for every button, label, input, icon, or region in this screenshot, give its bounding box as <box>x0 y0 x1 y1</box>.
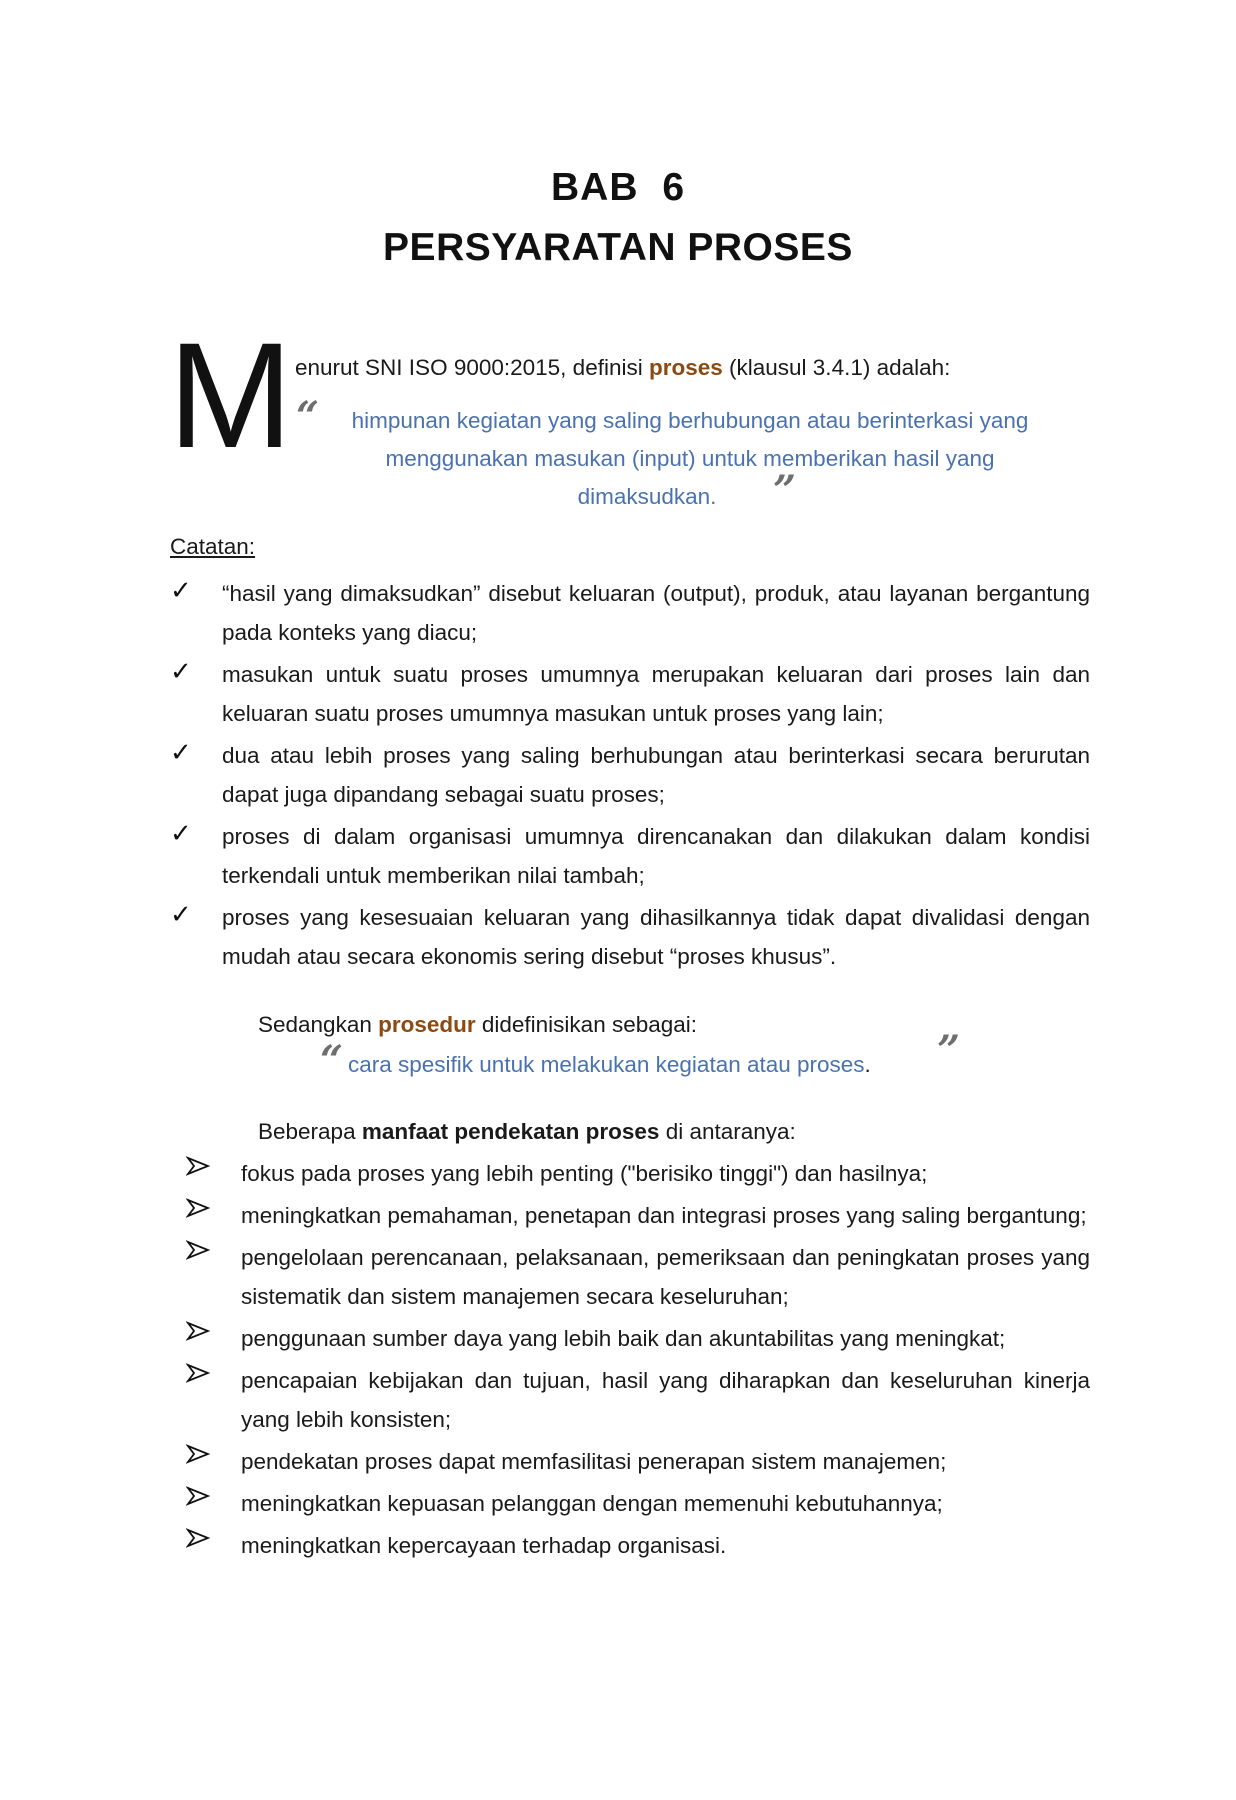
term-prosedur: prosedur <box>378 1012 476 1037</box>
definition-quote-line-3: dimaksudkan. <box>577 484 717 509</box>
list-item <box>186 1442 1090 1481</box>
manfaat-paragraph <box>258 1112 796 1151</box>
intro-paragraph <box>295 348 950 387</box>
benefit-text: meningkatkan pemahaman, penetapan dan integrasi proses yang saling bergantung; <box>241 1203 1087 1228</box>
list-item <box>186 1526 1090 1565</box>
list-item <box>186 1361 1090 1439</box>
prosedur-quote-period: . <box>864 1052 871 1077</box>
list-item <box>170 574 1090 652</box>
close-quote-icon: ” <box>773 467 797 514</box>
benefits-list <box>186 1154 1090 1568</box>
arrowhead-bullet-icon <box>186 1196 210 1220</box>
chapter-number: BAB 6 <box>550 166 686 209</box>
prosedur-text-post: didefinisikan sebagai: <box>475 1012 698 1037</box>
arrowhead-bullet-icon <box>186 1319 210 1343</box>
benefit-text: meningkatkan kepercayaan terhadap organisasi. <box>241 1533 727 1558</box>
list-item <box>186 1154 1090 1193</box>
list-item <box>170 898 1090 976</box>
list-item <box>186 1319 1090 1358</box>
arrowhead-bullet-icon <box>186 1154 210 1178</box>
manfaat-text-pre: Beberapa <box>258 1119 362 1144</box>
list-item <box>170 736 1090 814</box>
intro-text-pre: enurut SNI ISO 9000:2015, definisi <box>295 355 649 380</box>
benefit-text: fokus pada proses yang lebih penting ("berisiko tinggi") dan hasilnya; <box>241 1161 928 1186</box>
chapter-title: PERSYARATAN PROSES <box>383 226 853 269</box>
list-item <box>170 655 1090 733</box>
term-proses: proses <box>648 355 723 380</box>
drop-cap: M <box>168 311 293 479</box>
list-item <box>186 1196 1090 1235</box>
list-item <box>186 1484 1090 1523</box>
benefit-text: pencapaian kebijakan dan tujuan, hasil yang diharapkan dan keseluruhan kinerja yang lebih konsisten; <box>241 1368 1090 1432</box>
check-mark-icon: ✓ <box>170 657 192 687</box>
definition-quote-line-2: menggunakan masukan (input) untuk memberikan hasil yang <box>385 446 995 471</box>
check-mark-icon: ✓ <box>170 738 192 768</box>
prosedur-text-pre: Sedangkan <box>258 1012 379 1037</box>
benefit-text: pengelolaan perencanaan, pelaksanaan, pemeriksaan dan peningkatan proses yang sistematik dan sistem manajemen secara keseluruhan; <box>241 1245 1090 1309</box>
note-text: proses yang kesesuaian keluaran yang dihasilkannya tidak dapat divalidasi dengan mudah atau secara ekonomis sering disebut “proses khusus”. <box>222 905 1090 969</box>
benefit-text: pendekatan proses dapat memfasilitasi penerapan sistem manajemen; <box>241 1449 947 1474</box>
check-mark-icon: ✓ <box>170 819 192 849</box>
close-quote-icon: ” <box>937 1027 961 1074</box>
note-text: masukan untuk suatu proses umumnya merupakan keluaran dari proses lain dan keluaran suatu proses umumnya masukan untuk proses yang lain; <box>222 662 1090 726</box>
definition-quote-line-1: himpunan kegiatan yang saling berhubungan atau berinterkasi yang <box>351 408 1029 433</box>
arrowhead-bullet-icon <box>186 1526 210 1550</box>
open-quote-icon: “ <box>320 1037 344 1084</box>
benefit-text: penggunaan sumber daya yang lebih baik dan akuntabilitas yang meningkat; <box>241 1326 1006 1351</box>
check-mark-icon: ✓ <box>170 900 192 930</box>
note-text: “hasil yang dimaksudkan” disebut keluaran (output), produk, atau layanan bergantung pada konteks yang diacu; <box>222 581 1090 645</box>
prosedur-quote-text: cara spesifik untuk melakukan kegiatan atau proses <box>348 1052 865 1077</box>
note-text: proses di dalam organisasi umumnya direncanakan dan dilakukan dalam kondisi terkendali untuk memberikan nilai tambah; <box>222 824 1090 888</box>
benefit-text: meningkatkan kepuasan pelanggan dengan memenuhi kebutuhannya; <box>241 1491 943 1516</box>
open-quote-icon: “ <box>296 393 320 440</box>
list-item <box>186 1238 1090 1316</box>
definition-quote <box>300 402 1080 516</box>
prosedur-quote <box>348 1046 871 1084</box>
arrowhead-bullet-icon <box>186 1361 210 1385</box>
notes-list <box>170 574 1090 979</box>
notes-title: Catatan: <box>170 534 256 559</box>
check-mark-icon: ✓ <box>170 576 192 606</box>
arrowhead-bullet-icon <box>186 1442 210 1466</box>
manfaat-text-post: di antaranya: <box>659 1119 796 1144</box>
arrowhead-bullet-icon <box>186 1484 210 1508</box>
note-text: dua atau lebih proses yang saling berhubungan atau berinterkasi secara berurutan dapat juga dipandang sebagai suatu proses; <box>222 743 1090 807</box>
intro-text-post: (klausul 3.4.1) adalah: <box>722 355 951 380</box>
arrowhead-bullet-icon <box>186 1238 210 1262</box>
list-item <box>170 817 1090 895</box>
term-manfaat: manfaat pendekatan proses <box>361 1119 660 1144</box>
